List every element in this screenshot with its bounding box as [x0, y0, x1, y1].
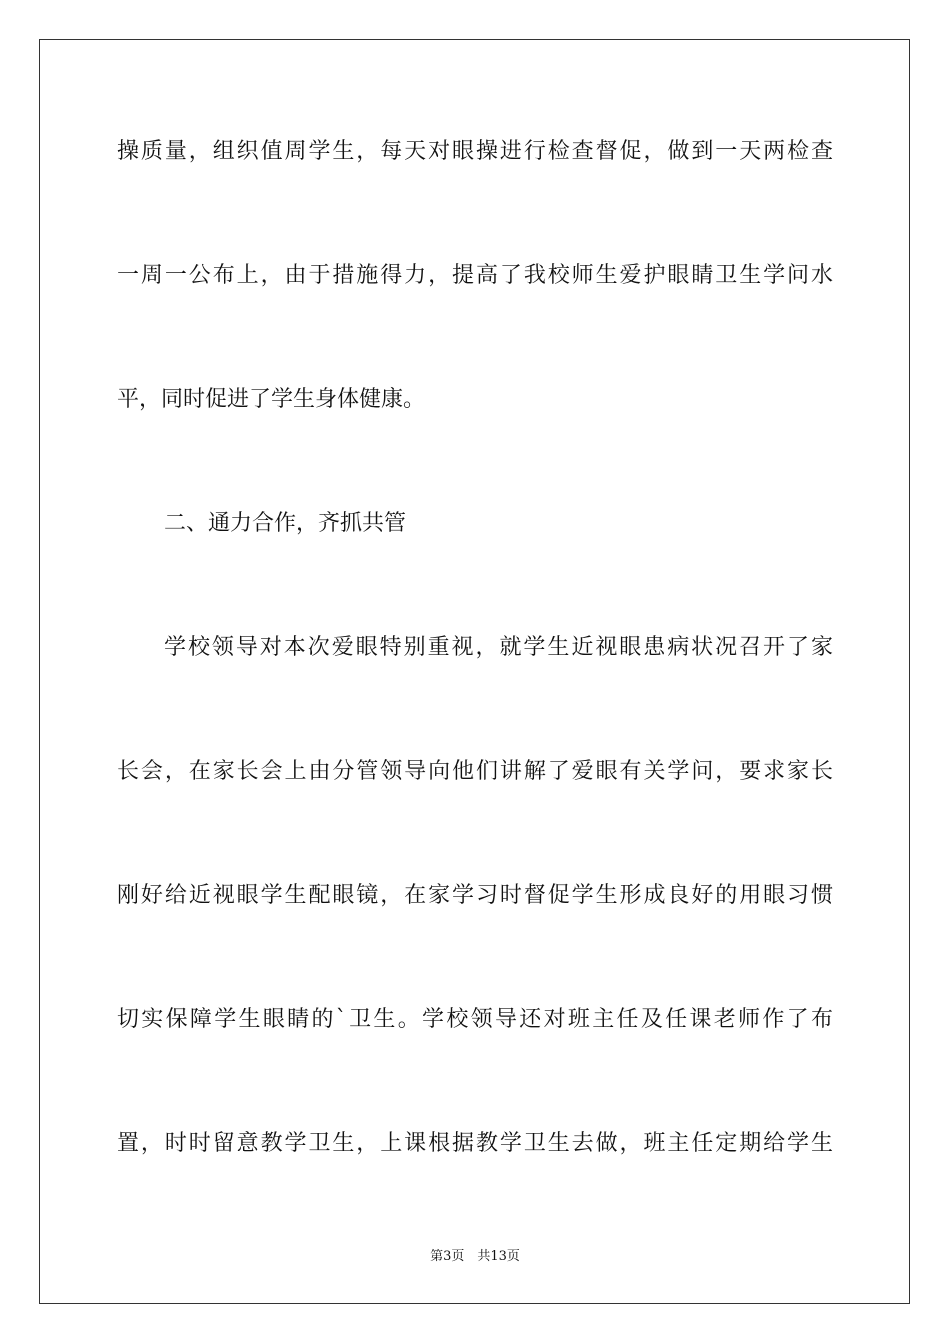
text-line-3: 平，同时促进了学生身体健康。 — [117, 387, 426, 412]
page-number: 第3页 共13页 — [430, 1249, 520, 1264]
text-line-6: 长会，在家长会上由分管领导向他们讲解了爱眼有关学问，要求家长 — [117, 759, 833, 784]
text-line-7: 刚好给近视眼学生配眼镜，在家学习时督促学生形成良好的用眼习惯 — [117, 883, 833, 908]
text-line-8: 切实保障学生眼睛的`卫生。学校领导还对班主任及任课老师作了布 — [117, 1007, 833, 1032]
page-border — [39, 39, 910, 1304]
text-line-5: 学校领导对本次爱眼特别重视，就学生近视眼患病状况召开了家 — [164, 635, 833, 660]
section-heading: 二、通力合作，齐抓共管 — [164, 511, 407, 536]
text-line-2: 一周一公布上，由于措施得力，提高了我校师生爱护眼睛卫生学问水 — [117, 263, 833, 288]
text-line-1: 操质量，组织值周学生，每天对眼操进行检查督促，做到一天两检查 — [117, 139, 833, 164]
text-line-9: 置，时时留意教学卫生，上课根据教学卫生去做，班主任定期给学生 — [117, 1131, 833, 1156]
